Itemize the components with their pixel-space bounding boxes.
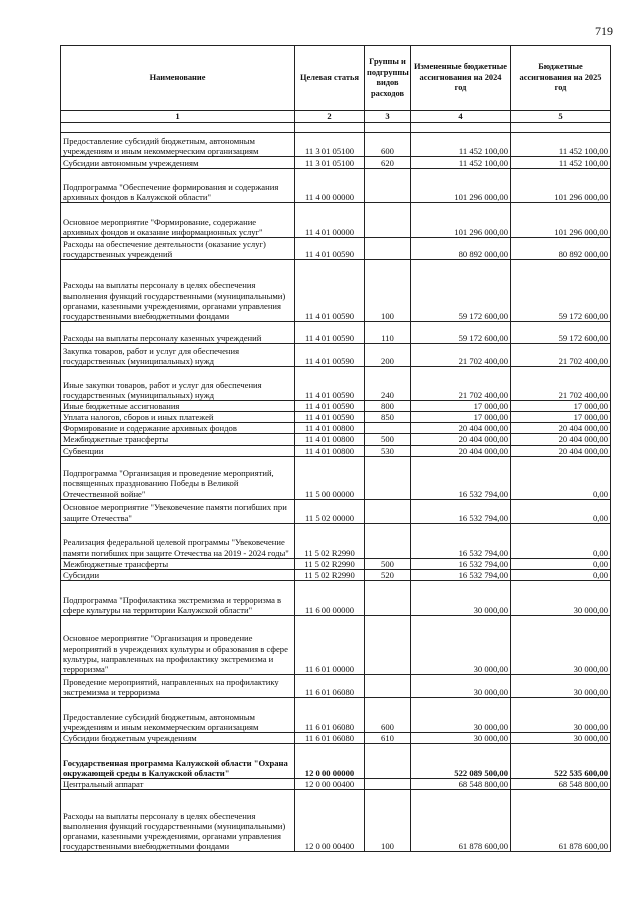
row-name-cell: Расходы на выплаты персоналу в целях обеспечения выполнения функций государственными (муниципальными) органами, казенными учреждениями, органами управления государственными внебюджетными фондами bbox=[61, 260, 295, 322]
spacer-row bbox=[61, 123, 611, 133]
row-name-cell: Субвенции bbox=[61, 445, 295, 456]
row-amount-2024-cell: 17 000,00 bbox=[411, 401, 511, 412]
row-target-article-cell: 11 4 01 00800 bbox=[295, 445, 365, 456]
header-2025: Бюджетные ассигнования на 2025 год bbox=[511, 46, 611, 111]
row-target-article-cell: 11 4 01 00590 bbox=[295, 367, 365, 401]
row-expense-group-cell bbox=[365, 615, 411, 674]
table-row bbox=[61, 260, 611, 322]
table-row bbox=[61, 615, 611, 674]
row-target-article-cell: 11 4 01 00590 bbox=[295, 412, 365, 423]
table-row bbox=[61, 697, 611, 732]
row-amount-2024-cell: 30 000,00 bbox=[411, 580, 511, 615]
table-row bbox=[61, 238, 611, 260]
row-target-article-cell: 11 6 01 06080 bbox=[295, 674, 365, 697]
row-name-cell: Основное мероприятие "Увековечение памяти погибших при защите Отечества" bbox=[61, 499, 295, 523]
table-row bbox=[61, 344, 611, 367]
row-name-cell: Центральный аппарат bbox=[61, 779, 295, 790]
row-expense-group-cell: 600 bbox=[365, 697, 411, 732]
row-name-cell: Расходы на выплаты персоналу в целях обеспечения выполнения функций государственными (муниципальными) органами, казенными учреждениями, органами управления государственными внебюджетными фондами bbox=[61, 790, 295, 852]
row-amount-2025-cell: 30 000,00 bbox=[511, 697, 611, 732]
row-amount-2024-cell: 20 404 000,00 bbox=[411, 445, 511, 456]
row-name-cell: Основное мероприятие "Формирование, содержание архивных фондов и оказание информационных услуг" bbox=[61, 203, 295, 238]
row-expense-group-cell: 200 bbox=[365, 344, 411, 367]
row-expense-group-cell bbox=[365, 523, 411, 558]
row-target-article-cell: 11 3 01 05100 bbox=[295, 157, 365, 169]
row-amount-2024-cell: 11 452 100,00 bbox=[411, 157, 511, 169]
row-expense-group-cell bbox=[365, 744, 411, 779]
row-target-article-cell: 12 0 00 00400 bbox=[295, 779, 365, 790]
table-row bbox=[61, 203, 611, 238]
row-target-article-cell: 11 4 01 00800 bbox=[295, 423, 365, 434]
row-name-cell: Субсидии бюджетным учреждениям bbox=[61, 732, 295, 743]
row-amount-2025-cell: 30 000,00 bbox=[511, 732, 611, 743]
row-amount-2024-cell: 30 000,00 bbox=[411, 697, 511, 732]
row-amount-2025-cell: 0,00 bbox=[511, 456, 611, 499]
row-name-cell: Расходы на обеспечение деятельности (оказание услуг) государственных учреждений bbox=[61, 238, 295, 260]
row-amount-2024-cell: 20 404 000,00 bbox=[411, 434, 511, 445]
row-amount-2025-cell: 21 702 400,00 bbox=[511, 367, 611, 401]
table-row bbox=[61, 434, 611, 445]
row-expense-group-cell: 240 bbox=[365, 367, 411, 401]
row-target-article-cell: 11 4 01 00590 bbox=[295, 322, 365, 344]
header-expense-group: Группы и подгруппы видов расходов bbox=[365, 46, 411, 111]
row-amount-2024-cell: 80 892 000,00 bbox=[411, 238, 511, 260]
row-amount-2025-cell: 20 404 000,00 bbox=[511, 423, 611, 434]
row-name-cell: Субсидии bbox=[61, 569, 295, 580]
row-name-cell: Государственная программа Калужской области "Охрана окружающей среды в Калужской области" bbox=[61, 744, 295, 779]
column-number: 3 bbox=[365, 111, 411, 123]
table-header-row bbox=[61, 46, 611, 111]
row-amount-2025-cell: 101 296 000,00 bbox=[511, 169, 611, 203]
table-row bbox=[61, 558, 611, 569]
header-target-article: Целевая статья bbox=[295, 46, 365, 111]
row-target-article-cell: 11 6 01 00000 bbox=[295, 615, 365, 674]
row-name-cell: Межбюджетные трансферты bbox=[61, 558, 295, 569]
row-amount-2024-cell: 101 296 000,00 bbox=[411, 203, 511, 238]
row-name-cell: Межбюджетные трансферты bbox=[61, 434, 295, 445]
row-amount-2024-cell: 61 878 600,00 bbox=[411, 790, 511, 852]
row-expense-group-cell: 100 bbox=[365, 790, 411, 852]
row-amount-2025-cell: 30 000,00 bbox=[511, 674, 611, 697]
row-name-cell: Проведение мероприятий, направленных на профилактику экстремизма и терроризма bbox=[61, 674, 295, 697]
row-amount-2024-cell: 17 000,00 bbox=[411, 412, 511, 423]
row-expense-group-cell bbox=[365, 499, 411, 523]
row-expense-group-cell bbox=[365, 456, 411, 499]
row-amount-2024-cell: 101 296 000,00 bbox=[411, 169, 511, 203]
row-amount-2025-cell: 30 000,00 bbox=[511, 615, 611, 674]
row-target-article-cell: 11 6 00 00000 bbox=[295, 580, 365, 615]
row-amount-2024-cell: 30 000,00 bbox=[411, 732, 511, 743]
header-name: Наименование bbox=[61, 46, 295, 111]
row-amount-2025-cell: 0,00 bbox=[511, 499, 611, 523]
table-row bbox=[61, 456, 611, 499]
table-body bbox=[61, 133, 611, 852]
column-number: 4 bbox=[411, 111, 511, 123]
row-name-cell: Подпрограмма "Организация и проведение мероприятий, посвященных празднованию Победы в Великой Отечественной войне" bbox=[61, 456, 295, 499]
budget-table bbox=[60, 45, 611, 852]
row-expense-group-cell: 520 bbox=[365, 569, 411, 580]
column-number: 1 bbox=[61, 111, 295, 123]
row-name-cell: Закупка товаров, работ и услуг для обеспечения государственных (муниципальных) нужд bbox=[61, 344, 295, 367]
row-amount-2024-cell: 20 404 000,00 bbox=[411, 423, 511, 434]
table-row bbox=[61, 367, 611, 401]
row-target-article-cell: 11 4 01 00590 bbox=[295, 238, 365, 260]
table-row bbox=[61, 423, 611, 434]
row-expense-group-cell bbox=[365, 423, 411, 434]
row-amount-2024-cell: 30 000,00 bbox=[411, 615, 511, 674]
page-number: 719 bbox=[595, 24, 613, 38]
row-name-cell: Иные закупки товаров, работ и услуг для обеспечения государственных (муниципальных) нужд bbox=[61, 367, 295, 401]
row-name-cell: Подпрограмма "Обеспечение формирования и содержания архивных фондов в Калужской области" bbox=[61, 169, 295, 203]
table-row bbox=[61, 445, 611, 456]
row-amount-2025-cell: 20 404 000,00 bbox=[511, 434, 611, 445]
row-amount-2024-cell: 59 172 600,00 bbox=[411, 260, 511, 322]
row-target-article-cell: 11 5 02 R2990 bbox=[295, 523, 365, 558]
row-amount-2025-cell: 0,00 bbox=[511, 569, 611, 580]
row-expense-group-cell bbox=[365, 674, 411, 697]
table-row bbox=[61, 779, 611, 790]
table-row bbox=[61, 569, 611, 580]
row-amount-2025-cell: 59 172 600,00 bbox=[511, 260, 611, 322]
row-expense-group-cell bbox=[365, 238, 411, 260]
row-expense-group-cell: 600 bbox=[365, 133, 411, 157]
table-row bbox=[61, 523, 611, 558]
row-name-cell: Расходы на выплаты персоналу казенных учреждений bbox=[61, 322, 295, 344]
header-2024: Измененные бюджетные ассигнования на 2024 год bbox=[411, 46, 511, 111]
row-amount-2025-cell: 21 702 400,00 bbox=[511, 344, 611, 367]
row-expense-group-cell: 620 bbox=[365, 157, 411, 169]
row-amount-2025-cell: 17 000,00 bbox=[511, 401, 611, 412]
row-expense-group-cell: 850 bbox=[365, 412, 411, 423]
table-row bbox=[61, 499, 611, 523]
row-name-cell: Формирование и содержание архивных фондов bbox=[61, 423, 295, 434]
row-amount-2025-cell: 59 172 600,00 bbox=[511, 322, 611, 344]
row-amount-2025-cell: 11 452 100,00 bbox=[511, 133, 611, 157]
row-amount-2025-cell: 17 000,00 bbox=[511, 412, 611, 423]
table-row bbox=[61, 322, 611, 344]
table-row bbox=[61, 674, 611, 697]
row-name-cell: Основное мероприятие "Организация и проведение мероприятий в учреждениях культуры и образования в сфере культуры, направленных на профилактику экстремизма и терроризма" bbox=[61, 615, 295, 674]
row-amount-2025-cell: 68 548 800,00 bbox=[511, 779, 611, 790]
table-row bbox=[61, 790, 611, 852]
row-name-cell: Подпрограмма "Профилактика экстремизма и терроризма в сфере культуры на территории Калужской области" bbox=[61, 580, 295, 615]
row-expense-group-cell: 610 bbox=[365, 732, 411, 743]
table-row bbox=[61, 169, 611, 203]
column-number: 5 bbox=[511, 111, 611, 123]
row-amount-2024-cell: 16 532 794,00 bbox=[411, 569, 511, 580]
row-name-cell: Предоставление субсидий бюджетным, автономным учреждениям и иным некоммерческим организациям bbox=[61, 133, 295, 157]
table-row bbox=[61, 133, 611, 157]
row-target-article-cell: 11 4 01 00590 bbox=[295, 344, 365, 367]
row-amount-2024-cell: 16 532 794,00 bbox=[411, 456, 511, 499]
row-amount-2024-cell: 16 532 794,00 bbox=[411, 558, 511, 569]
row-target-article-cell: 11 5 02 00000 bbox=[295, 499, 365, 523]
table-row bbox=[61, 401, 611, 412]
row-expense-group-cell: 800 bbox=[365, 401, 411, 412]
row-target-article-cell: 11 4 01 00590 bbox=[295, 401, 365, 412]
row-amount-2025-cell: 30 000,00 bbox=[511, 580, 611, 615]
row-amount-2024-cell: 30 000,00 bbox=[411, 674, 511, 697]
row-target-article-cell: 11 5 02 R2990 bbox=[295, 558, 365, 569]
row-amount-2025-cell: 80 892 000,00 bbox=[511, 238, 611, 260]
row-amount-2025-cell: 522 535 600,00 bbox=[511, 744, 611, 779]
row-target-article-cell: 11 4 01 00000 bbox=[295, 203, 365, 238]
column-number-row bbox=[61, 111, 611, 123]
row-amount-2024-cell: 522 089 500,00 bbox=[411, 744, 511, 779]
row-target-article-cell: 11 6 01 06080 bbox=[295, 697, 365, 732]
row-amount-2025-cell: 0,00 bbox=[511, 523, 611, 558]
row-target-article-cell: 11 3 01 05100 bbox=[295, 133, 365, 157]
row-name-cell: Уплата налогов, сборов и иных платежей bbox=[61, 412, 295, 423]
row-amount-2025-cell: 20 404 000,00 bbox=[511, 445, 611, 456]
row-amount-2024-cell: 16 532 794,00 bbox=[411, 499, 511, 523]
row-amount-2024-cell: 59 172 600,00 bbox=[411, 322, 511, 344]
row-target-article-cell: 12 0 00 00000 bbox=[295, 744, 365, 779]
row-expense-group-cell bbox=[365, 169, 411, 203]
row-amount-2025-cell: 0,00 bbox=[511, 558, 611, 569]
row-target-article-cell: 11 5 02 R2990 bbox=[295, 569, 365, 580]
row-expense-group-cell: 530 bbox=[365, 445, 411, 456]
row-amount-2025-cell: 101 296 000,00 bbox=[511, 203, 611, 238]
row-amount-2025-cell: 11 452 100,00 bbox=[511, 157, 611, 169]
row-target-article-cell: 11 4 00 00000 bbox=[295, 169, 365, 203]
row-amount-2024-cell: 21 702 400,00 bbox=[411, 367, 511, 401]
row-expense-group-cell bbox=[365, 779, 411, 790]
row-name-cell: Субсидии автономным учреждениям bbox=[61, 157, 295, 169]
row-target-article-cell: 11 4 01 00800 bbox=[295, 434, 365, 445]
row-expense-group-cell: 110 bbox=[365, 322, 411, 344]
row-name-cell: Предоставление субсидий бюджетным, автономным учреждениям и иным некоммерческим организациям bbox=[61, 697, 295, 732]
row-expense-group-cell: 500 bbox=[365, 434, 411, 445]
row-name-cell: Иные бюджетные ассигнования bbox=[61, 401, 295, 412]
row-amount-2025-cell: 61 878 600,00 bbox=[511, 790, 611, 852]
table-row bbox=[61, 744, 611, 779]
row-expense-group-cell bbox=[365, 203, 411, 238]
row-amount-2024-cell: 11 452 100,00 bbox=[411, 133, 511, 157]
row-amount-2024-cell: 21 702 400,00 bbox=[411, 344, 511, 367]
row-expense-group-cell: 100 bbox=[365, 260, 411, 322]
table-row bbox=[61, 580, 611, 615]
row-expense-group-cell bbox=[365, 580, 411, 615]
row-target-article-cell: 11 5 00 00000 bbox=[295, 456, 365, 499]
row-expense-group-cell: 500 bbox=[365, 558, 411, 569]
table-row bbox=[61, 157, 611, 169]
table-row bbox=[61, 732, 611, 743]
row-target-article-cell: 12 0 00 00400 bbox=[295, 790, 365, 852]
row-amount-2024-cell: 16 532 794,00 bbox=[411, 523, 511, 558]
column-number: 2 bbox=[295, 111, 365, 123]
row-name-cell: Реализация федеральной целевой программы "Увековечение памяти погибших при защите Отечества на 2019 - 2024 годы" bbox=[61, 523, 295, 558]
row-amount-2024-cell: 68 548 800,00 bbox=[411, 779, 511, 790]
table-row bbox=[61, 412, 611, 423]
row-target-article-cell: 11 4 01 00590 bbox=[295, 260, 365, 322]
row-target-article-cell: 11 6 01 06080 bbox=[295, 732, 365, 743]
